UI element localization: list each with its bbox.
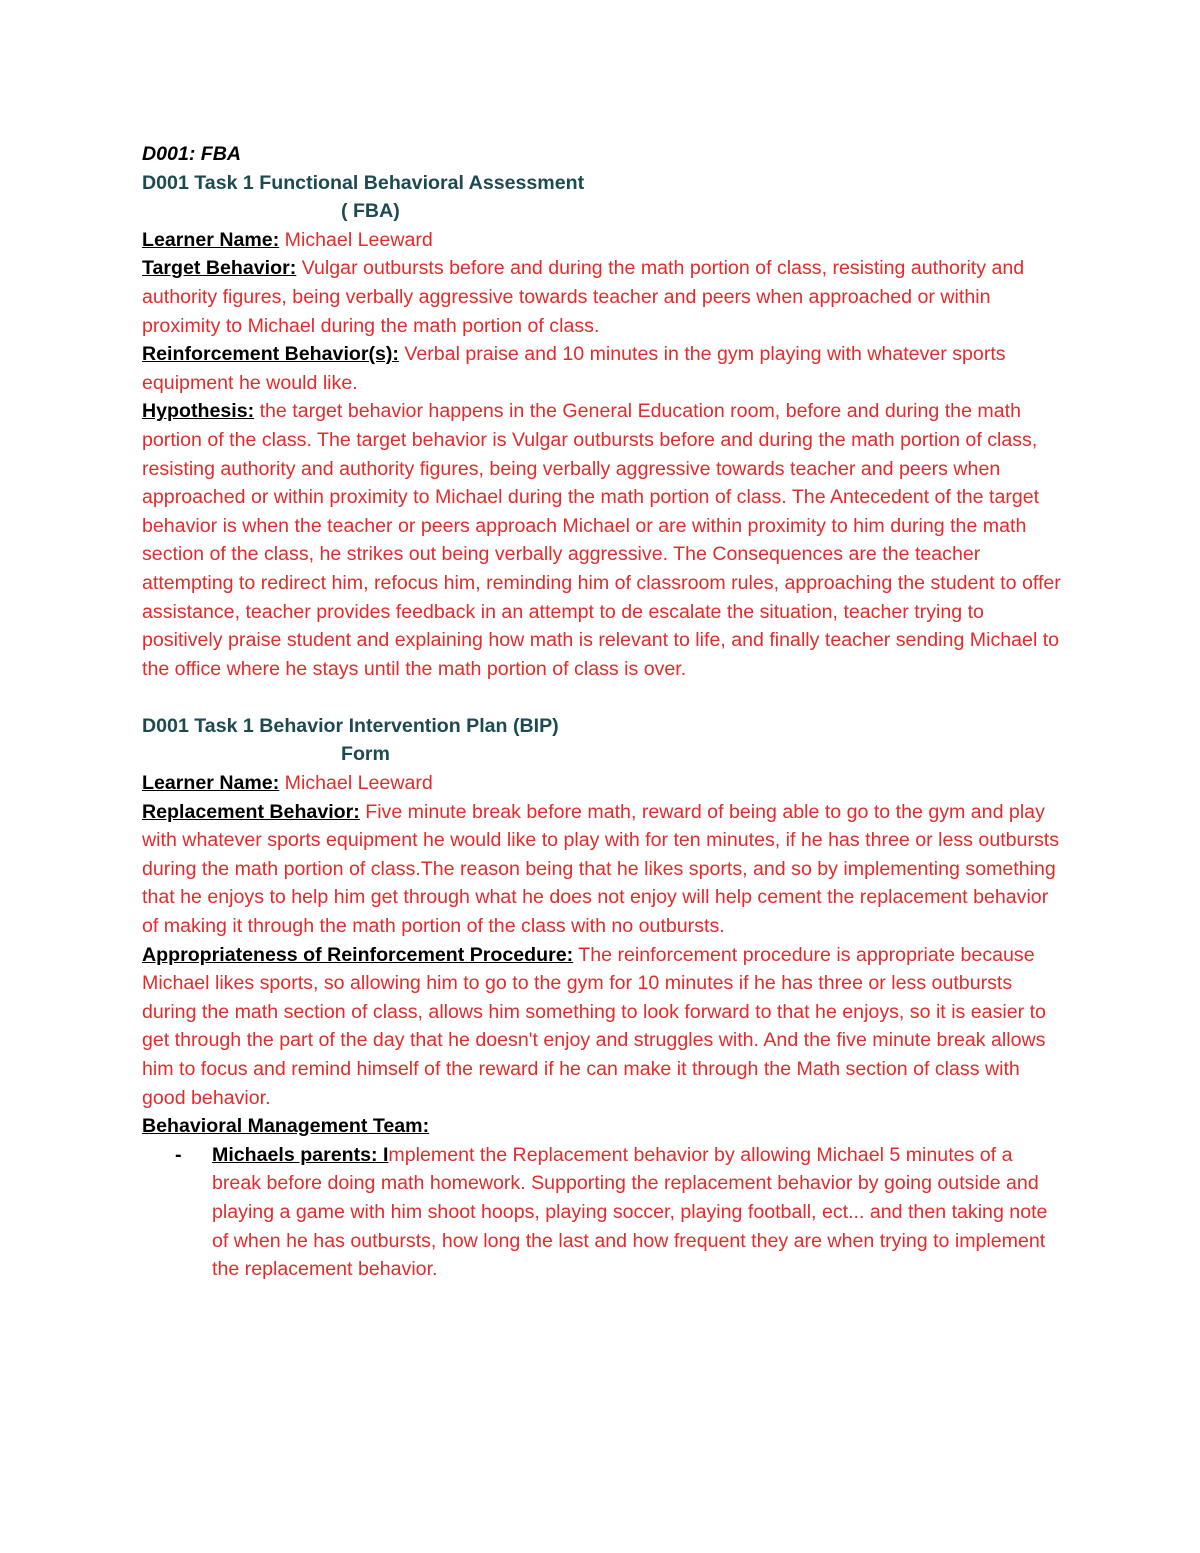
fba-hypothesis-label: Hypothesis:: [142, 400, 255, 423]
bip-replacement-label: Replacement Behavior:: [142, 800, 360, 823]
team-member-value: mplement the Replacement behavior by allowing Michael 5 minutes of a break before doing math homework. Supporting the replacement behavior by going outside and playing a game with him shoot hoops, playing soccer, playing football, ect... and then taking note of when he has outbursts, how long the last and how frequent they are when trying to implement the replacement behavior.: [212, 1143, 1048, 1281]
bip-learner-value: Michael Leeward: [279, 772, 433, 795]
document-page: [142, 140, 1062, 1284]
fba-target-behavior: [142, 254, 1062, 340]
fba-reinforcement-label: Reinforcement Behavior(s):: [142, 343, 399, 366]
fba-learner-value: Michael Leeward: [279, 228, 433, 251]
fba-learner-name: [142, 226, 1062, 255]
list-item: [142, 1141, 1062, 1284]
bip-replacement-behavior: [142, 798, 1062, 941]
fba-hypothesis-value: the target behavior happens in the General Education room, before and during the math portion of the class. The target behavior is Vulgar outbursts before and during the math portion of class, resisting authority and authority figures, being verbally aggressive towards teacher and peers when approached or within proximity to Michael during the math portion of class. The Antecedent of the target behavior is when the teacher or peers approach Michael or are within proximity to him during the math section of the class, he strikes out being verbally aggressive. The Consequences are the teacher attempting to redirect him, refocus him, reminding him of classroom rules, approaching the student to offer assistance, teacher provides feedback in an attempt to de escalate the situation, teacher trying to positively praise student and explaining how math is relevant to life, and finally teacher sending Michael to the office where he stays until the math portion of class is over.: [142, 400, 1061, 680]
bip-appropriateness-label: Appropriateness of Reinforcement Procedure:: [142, 943, 574, 966]
bip-replacement-value: Five minute break before math, reward of being able to go to the gym and play with whatever sports equipment he would like to play with for ten minutes, if he has three or less outbursts during the math portion of class.The reason being that he likes sports, and so by implementing something that he enjoys to help him get through what he does not enjoy will help cement the replacement behavior of making it through the math portion of the class with no outbursts.: [142, 800, 1060, 938]
fba-reinforcement-value: Verbal praise and 10 minutes in the gym playing with whatever sports equipment he would like.: [142, 343, 1006, 394]
bip-heading: D001 Task 1 Behavior Intervention Plan (BIP): [142, 714, 559, 737]
fba-hypothesis: [142, 397, 1062, 683]
fba-reinforcement-behavior: [142, 340, 1062, 397]
bullet-dash: -: [175, 1143, 182, 1166]
document-title: D001: FBA: [142, 143, 242, 165]
team-member-entry: [212, 1141, 1062, 1284]
bip-appropriateness: [142, 941, 1062, 1113]
bip-heading-subtitle: Form: [341, 743, 390, 766]
bip-learner-label: Learner Name:: [142, 772, 280, 795]
fba-heading-subtitle: ( FBA): [341, 200, 400, 223]
team-member-label: Michaels parents: I: [212, 1143, 389, 1166]
bip-team: [142, 1112, 1062, 1141]
fba-target-label: Target Behavior:: [142, 257, 297, 280]
fba-heading: D001 Task 1 Functional Behavioral Assessment: [142, 171, 585, 194]
bip-team-label: Behavioral Management Team:: [142, 1115, 430, 1138]
fba-target-value: Vulgar outbursts before and during the math portion of class, resisting authority and authority figures, being verbally aggressive towards teacher and peers when approached or within proximity to Michael during the math portion of class.: [142, 257, 1025, 337]
bip-appropriateness-value: The reinforcement procedure is appropriate because Michael likes sports, so allowing him to go to the gym for 10 minutes if he has three or less outbursts during the math section of class, allows him something to look forward to that he enjoys, so it is easier to get through the part of the day that he doesn't enjoy and struggles with. And the five minute break allows him to focus and remind himself of the reward if he can make it through the Math section of class with good behavior.: [142, 943, 1046, 1109]
section-spacer: [142, 683, 1062, 712]
bip-learner-name: [142, 769, 1062, 798]
fba-learner-label: Learner Name:: [142, 228, 280, 251]
